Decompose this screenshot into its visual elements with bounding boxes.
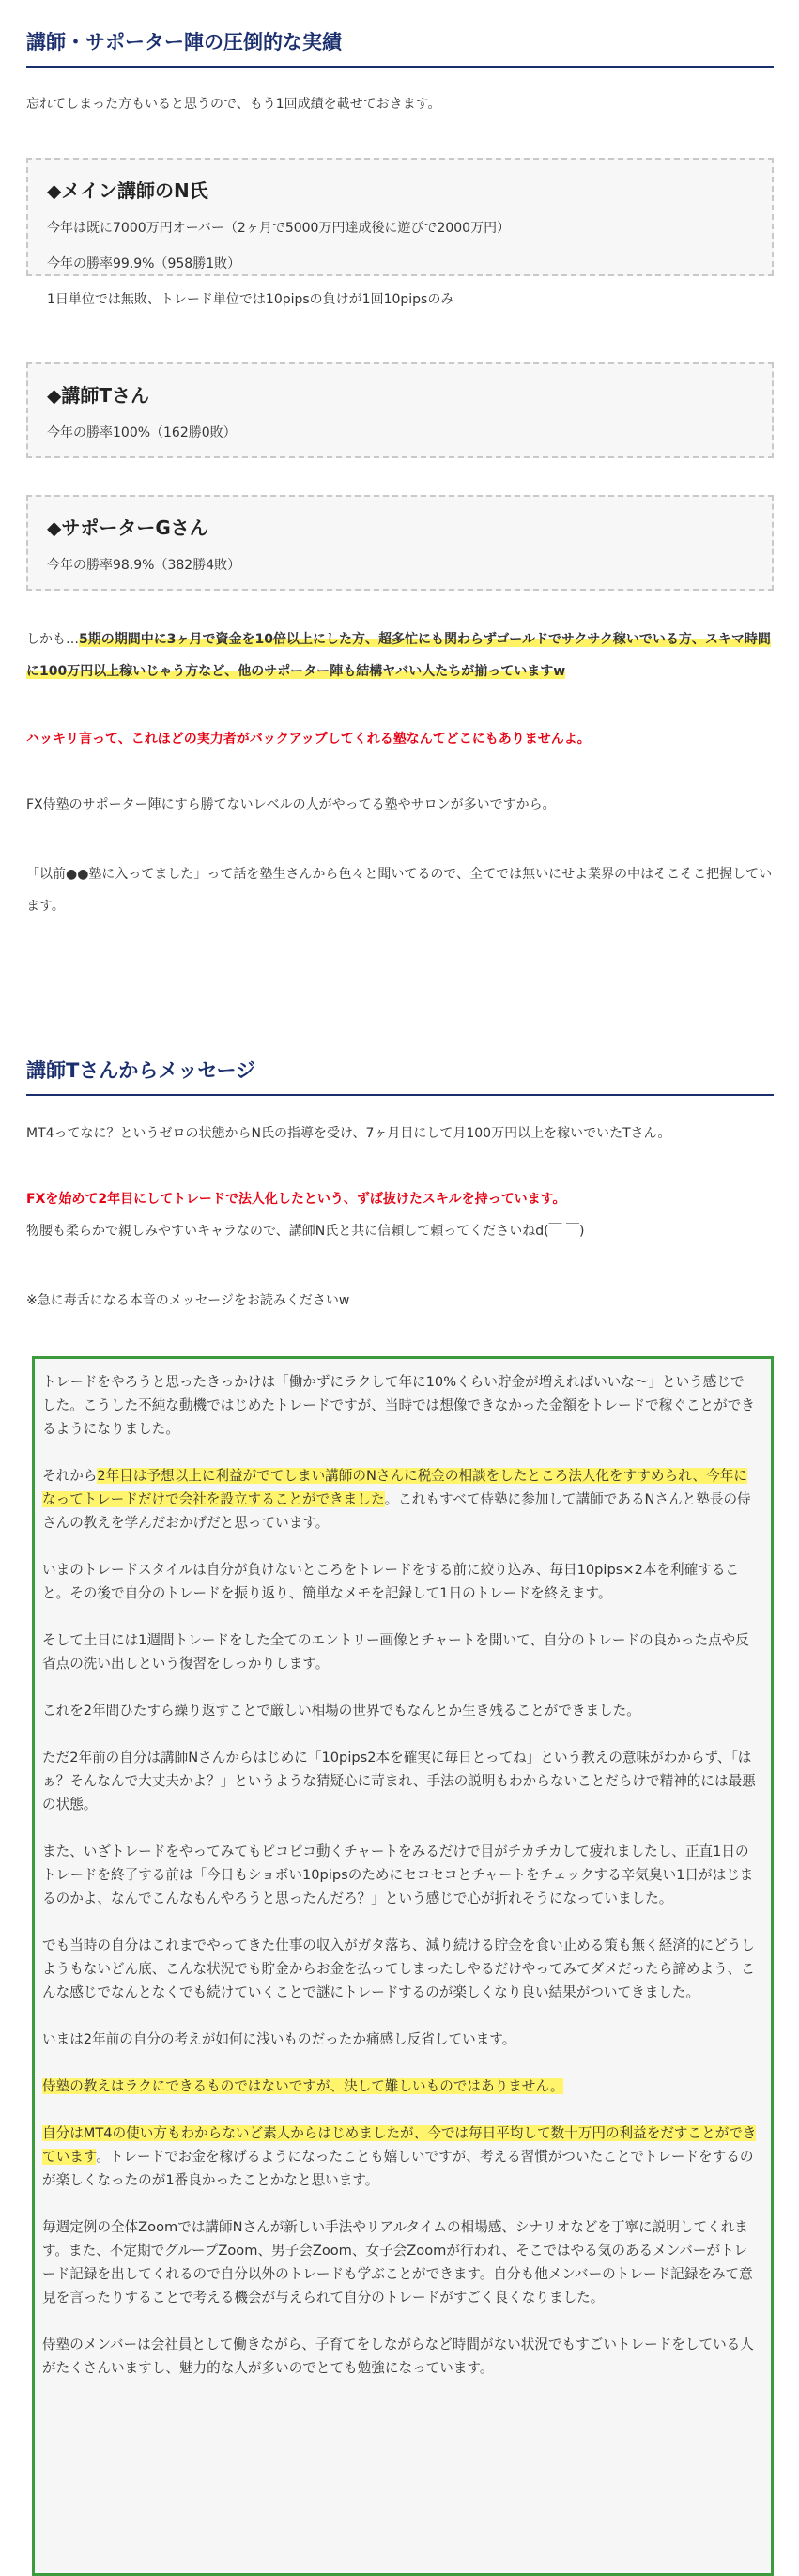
- message-paragraph: 侍塾のメンバーは会社員として働きながら、子育てをしながらなど時間がない状況でもすごいトレードをしている人がたくさんいますし、魅力的な人が多いのでとても勉強になっています。: [42, 2337, 754, 2376]
- message-paragraph: [42, 2121, 758, 2192]
- red-statement: ハッキリ言って、これほどの実力者がバックアップしてくれる塾なんてどこにもありませんよ。: [26, 732, 591, 747]
- section-heading-achievements: 講師・サポーター陣の圧倒的な実績: [26, 28, 774, 68]
- card-line: 今年の勝率99.9%（958勝1敗）: [47, 256, 241, 271]
- message-highlight: 自分はMT4の使い方もわからないど素人からはじめましたが、今では毎日平均して数十万円の利益をだすことができています: [42, 2125, 757, 2165]
- message-text: それから: [42, 1468, 98, 1484]
- card-line: 今年の勝率100%（162勝0敗）: [47, 425, 237, 440]
- card-main-instructor: [26, 158, 774, 307]
- message-paragraph: [42, 1464, 758, 1535]
- section-heading-message: 講師Tさんからメッセージ: [26, 1057, 774, 1096]
- message-paragraph: 毎週定例の全体Zoomでは講師Nさんが新しい手法やリアルタイムの相場感、シナリオなどを丁寧に説明してくれます。また、不定期でグループZoom、男子会Zoom、女子会Zoomが行われ、そこではやる気のあるメンバーがトレード記録を出してくれるので自分以外のトレードも学ぶことができます。自分も他メンバーのトレード記録をみて意見を言ったりすることで考える機会が与えられて自分のトレードがすごく良くなりました。: [42, 2219, 753, 2306]
- message-paragraph: [42, 2075, 758, 2098]
- card-instructor-t: [26, 362, 774, 458]
- message-paragraph: いまは2年前の自分の考えが如何に浅いものだったか痛感し反省しています。: [42, 2031, 516, 2047]
- moreover-prefix: しかも…: [26, 632, 79, 647]
- intro-text: 忘れてしまった方もいると思うので、もう1回成績を載せておきます。: [26, 97, 441, 112]
- card-supporter-g: [26, 495, 774, 591]
- paragraph: 「以前●●塾に入ってました」って話を塾生さんから色々と聞いてるので、全てでは無いにせよ業界の中はそこそこ把握しています。: [26, 867, 773, 914]
- paragraph: FX侍塾のサポーター陣にすら勝てないレベルの人がやってる塾やサロンが多いですから。: [26, 797, 556, 812]
- paragraph: 物腰も柔らかで親しみやすいキャラなので、講師N氏と共に信頼して頼ってくださいねd(￣ ￣): [26, 1224, 585, 1239]
- message-paragraph: トレードをやろうと思ったきっかけは「働かずにラクして年に10%くらい貯金が増えればいいな〜」という感じでした。こうした不純な動機ではじめたトレードですが、当時では想像できなかった金額をトレードで稼ぐことができるようになりました。: [42, 1374, 755, 1437]
- card-line: 今年の勝率98.9%（382勝4敗）: [47, 558, 241, 573]
- message-paragraph: そして土日には1週間トレードをした全てのエントリー画像とチャートを開いて、自分のトレードの良かった点や反省点の洗い出しという復習をしっかりします。: [42, 1632, 749, 1672]
- message-text: 。これもすべて侍塾に参加して講師であるNさんと塾長の侍さんの教えを学んだおかげだと思っています。: [42, 1491, 751, 1531]
- message-box: [32, 1356, 774, 2576]
- red-statement: FXを始めて2年目にしてトレードで法人化したという、ずば抜けたスキルを持っています。: [26, 1192, 566, 1207]
- message-paragraph: でも当時の自分はこれまでやってきた仕事の収入がガタ落ち、減り続ける貯金を食い止める策も無く経済的にどうしようもないどん底、こんな状況でも貯金からお金を払ってしまったしやるだけやってみてダメだったら諦めよう、こんな感じでなんとなくでも続けていくことで謎にトレードするのが楽しくなり良い結果がついてきました。: [42, 1937, 755, 2000]
- message-paragraph: これを2年間ひたすら繰り返すことで厳しい相場の世界でもなんとか生き残ることができました。: [42, 1703, 640, 1719]
- card-title: ◆サポーターGさん: [47, 517, 208, 539]
- message-paragraph: また、いざトレードをやってみてもピコピコ動くチャートをみるだけで目がチカチカして疲れましたし、正直1日のトレードを終了する前は「今日もショボい10pipsのためにセコセコとチャートをチェックする辛気臭い1日がはじまるのかよ、なんでこんなもんやろうと思ったんだろ？」という感じで心が折れそうになっていました。: [42, 1843, 754, 1906]
- card-title: ◆メイン講師のN氏: [47, 179, 208, 202]
- note-text: ※急に毒舌になる本音のメッセージをお読みくださいw: [26, 1293, 350, 1308]
- message-paragraph: ただ2年前の自分は講師Nさんからはじめに「10pips2本を確実に毎日とってね」という教えの意味がわからず、「はぁ？そんなんで大丈夫かよ？」というような猜疑心に苛まれ、手法の説明もわからないことだらけで精神的には最悪の状態。: [42, 1750, 756, 1812]
- message-highlight: 2年目は予想以上に利益がでてしまい講師のNさんに税金の相談をしたところ法人化をすすめられ、今年になってトレードだけで会社を設立することができました: [42, 1468, 747, 1507]
- card-line: 今年は既に7000万円オーバー（2ヶ月で5000万円達成後に遊びで2000万円）: [47, 221, 511, 236]
- card-line: 1日単位では無敗、トレード単位では10pipsの負けが1回10pipsのみ: [47, 292, 454, 307]
- paragraph: MT4ってなに？というゼロの状態からN氏の指導を受け、7ヶ月目にして月100万円以上を稼いでいたTさん。: [26, 1126, 671, 1141]
- moreover-text: [26, 624, 774, 687]
- message-highlight: 侍塾の教えはラクにできるものではないですが、決して難しいものではありません。: [42, 2078, 564, 2094]
- moreover-highlight: 5期の期間中に3ヶ月で資金を10倍以上にした方、超多忙にも関わらずゴールドでサクサク稼いでいる方、スキマ時間に100万円以上稼いじゃう方など、他のサポーター陣も結構ヤバい人たちが揃っていますw: [26, 632, 771, 679]
- message-paragraph: いまのトレードスタイルは自分が負けないところをトレードをする前に絞り込み、毎日10pips×2本を利確すること。その後で自分のトレードを振り返り、簡単なメモを記録して1日のトレードを終えます。: [42, 1562, 740, 1601]
- message-text: 。トレードでお金を稼げるようになったことも嬉しいですが、考える習慣がついたことでトレードをするのが楽しくなったのが1番良かったことかなと思います。: [42, 2149, 754, 2188]
- card-title: ◆講師Tさん: [47, 384, 150, 407]
